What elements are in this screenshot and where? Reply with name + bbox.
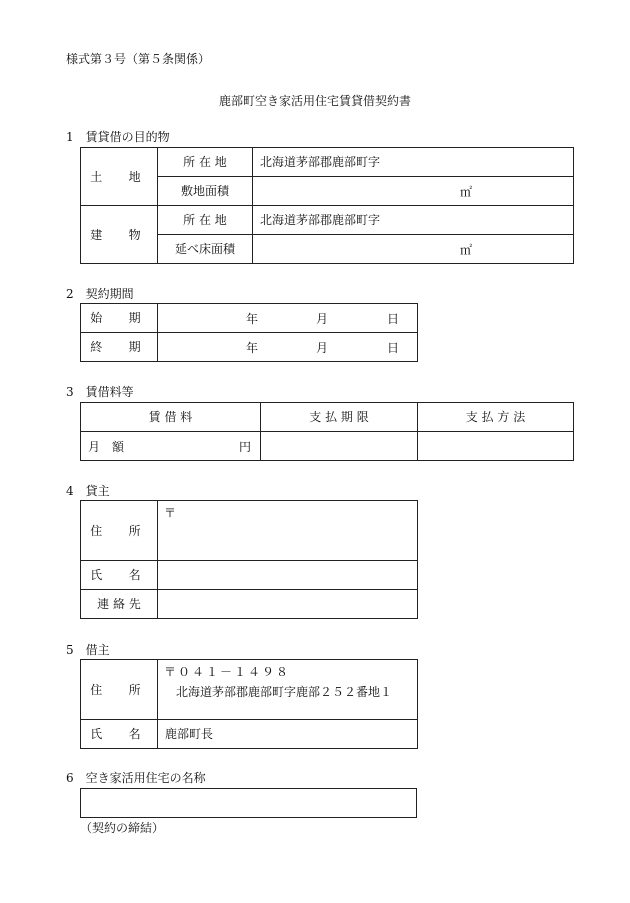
- day-unit: 日: [387, 312, 400, 326]
- sqm-unit: ㎡: [460, 185, 473, 199]
- lessor-contact-field[interactable]: [158, 590, 418, 619]
- section-4-heading: 4 貸主: [66, 484, 110, 498]
- lessee-name-label: 氏 名: [81, 720, 158, 749]
- lessee-postal-code: 〒０４１－１４９８: [164, 665, 291, 679]
- land-location-label: 所 在 地: [158, 148, 253, 177]
- land-label: 土 地: [81, 148, 158, 206]
- col-payment-due: 支 払 期 限: [261, 403, 418, 432]
- target-property-table: [80, 147, 574, 264]
- floor-area-value[interactable]: [253, 235, 574, 264]
- year-unit: 年: [246, 341, 259, 355]
- monthly-label: 月 額: [88, 440, 125, 454]
- payment-due-field[interactable]: [261, 432, 418, 461]
- lessor-name-field[interactable]: [158, 561, 418, 590]
- sqm-unit: ㎡: [460, 243, 473, 257]
- month-unit: 月: [316, 312, 329, 326]
- house-name-field[interactable]: [80, 788, 417, 818]
- section-1-heading: 1 賃貸借の目的物: [66, 130, 170, 144]
- contract-conclusion-note: （契約の締結）: [80, 821, 165, 835]
- postal-mark: 〒: [164, 506, 177, 520]
- form-number: 様式第３号（第５条関係）: [66, 52, 211, 66]
- lessee-name-field[interactable]: 鹿部町長: [158, 720, 418, 749]
- document-title: 鹿部町空き家活用住宅賃貸借契約書: [218, 94, 411, 108]
- lessee-address-field[interactable]: [158, 660, 418, 720]
- end-date-field[interactable]: [158, 333, 418, 362]
- section-5-heading: 5 借主: [66, 643, 110, 657]
- start-label: 始 期: [81, 304, 158, 333]
- section-6-heading: 6 空き家活用住宅の名称: [66, 771, 206, 785]
- contract-period-table: [80, 303, 418, 362]
- section-3-heading: 3 賃借料等: [66, 385, 134, 399]
- monthly-rent-field[interactable]: [81, 432, 261, 461]
- section-2-heading: 2 契約期間: [66, 287, 134, 301]
- payment-method-field[interactable]: [418, 432, 574, 461]
- lessor-address-label: 住 所: [81, 501, 158, 561]
- yen-unit: 円: [239, 440, 252, 454]
- lessor-name-label: 氏 名: [81, 561, 158, 590]
- building-location-value[interactable]: 北海道茅部郡鹿部町字: [253, 206, 574, 235]
- end-label: 終 期: [81, 333, 158, 362]
- land-location-value[interactable]: 北海道茅部郡鹿部町字: [253, 148, 574, 177]
- year-unit: 年: [246, 312, 259, 326]
- lessee-address-label: 住 所: [81, 660, 158, 720]
- day-unit: 日: [387, 341, 400, 355]
- month-unit: 月: [316, 341, 329, 355]
- site-area-value[interactable]: [253, 177, 574, 206]
- start-date-field[interactable]: [158, 304, 418, 333]
- building-location-label: 所 在 地: [158, 206, 253, 235]
- rent-table: [80, 402, 574, 461]
- building-label: 建 物: [81, 206, 158, 264]
- site-area-label: 敷地面積: [158, 177, 253, 206]
- lessee-table: [80, 659, 418, 749]
- lessee-address: 北海道茅部郡鹿部町字鹿部２５２番地１: [176, 685, 393, 699]
- lessor-contact-label: 連 絡 先: [81, 590, 158, 619]
- lessor-table: [80, 500, 418, 619]
- col-payment-method: 支 払 方 法: [418, 403, 574, 432]
- floor-area-label: 延べ床面積: [158, 235, 253, 264]
- col-rent: 賃 借 料: [81, 403, 261, 432]
- lessor-address-field[interactable]: [158, 501, 418, 561]
